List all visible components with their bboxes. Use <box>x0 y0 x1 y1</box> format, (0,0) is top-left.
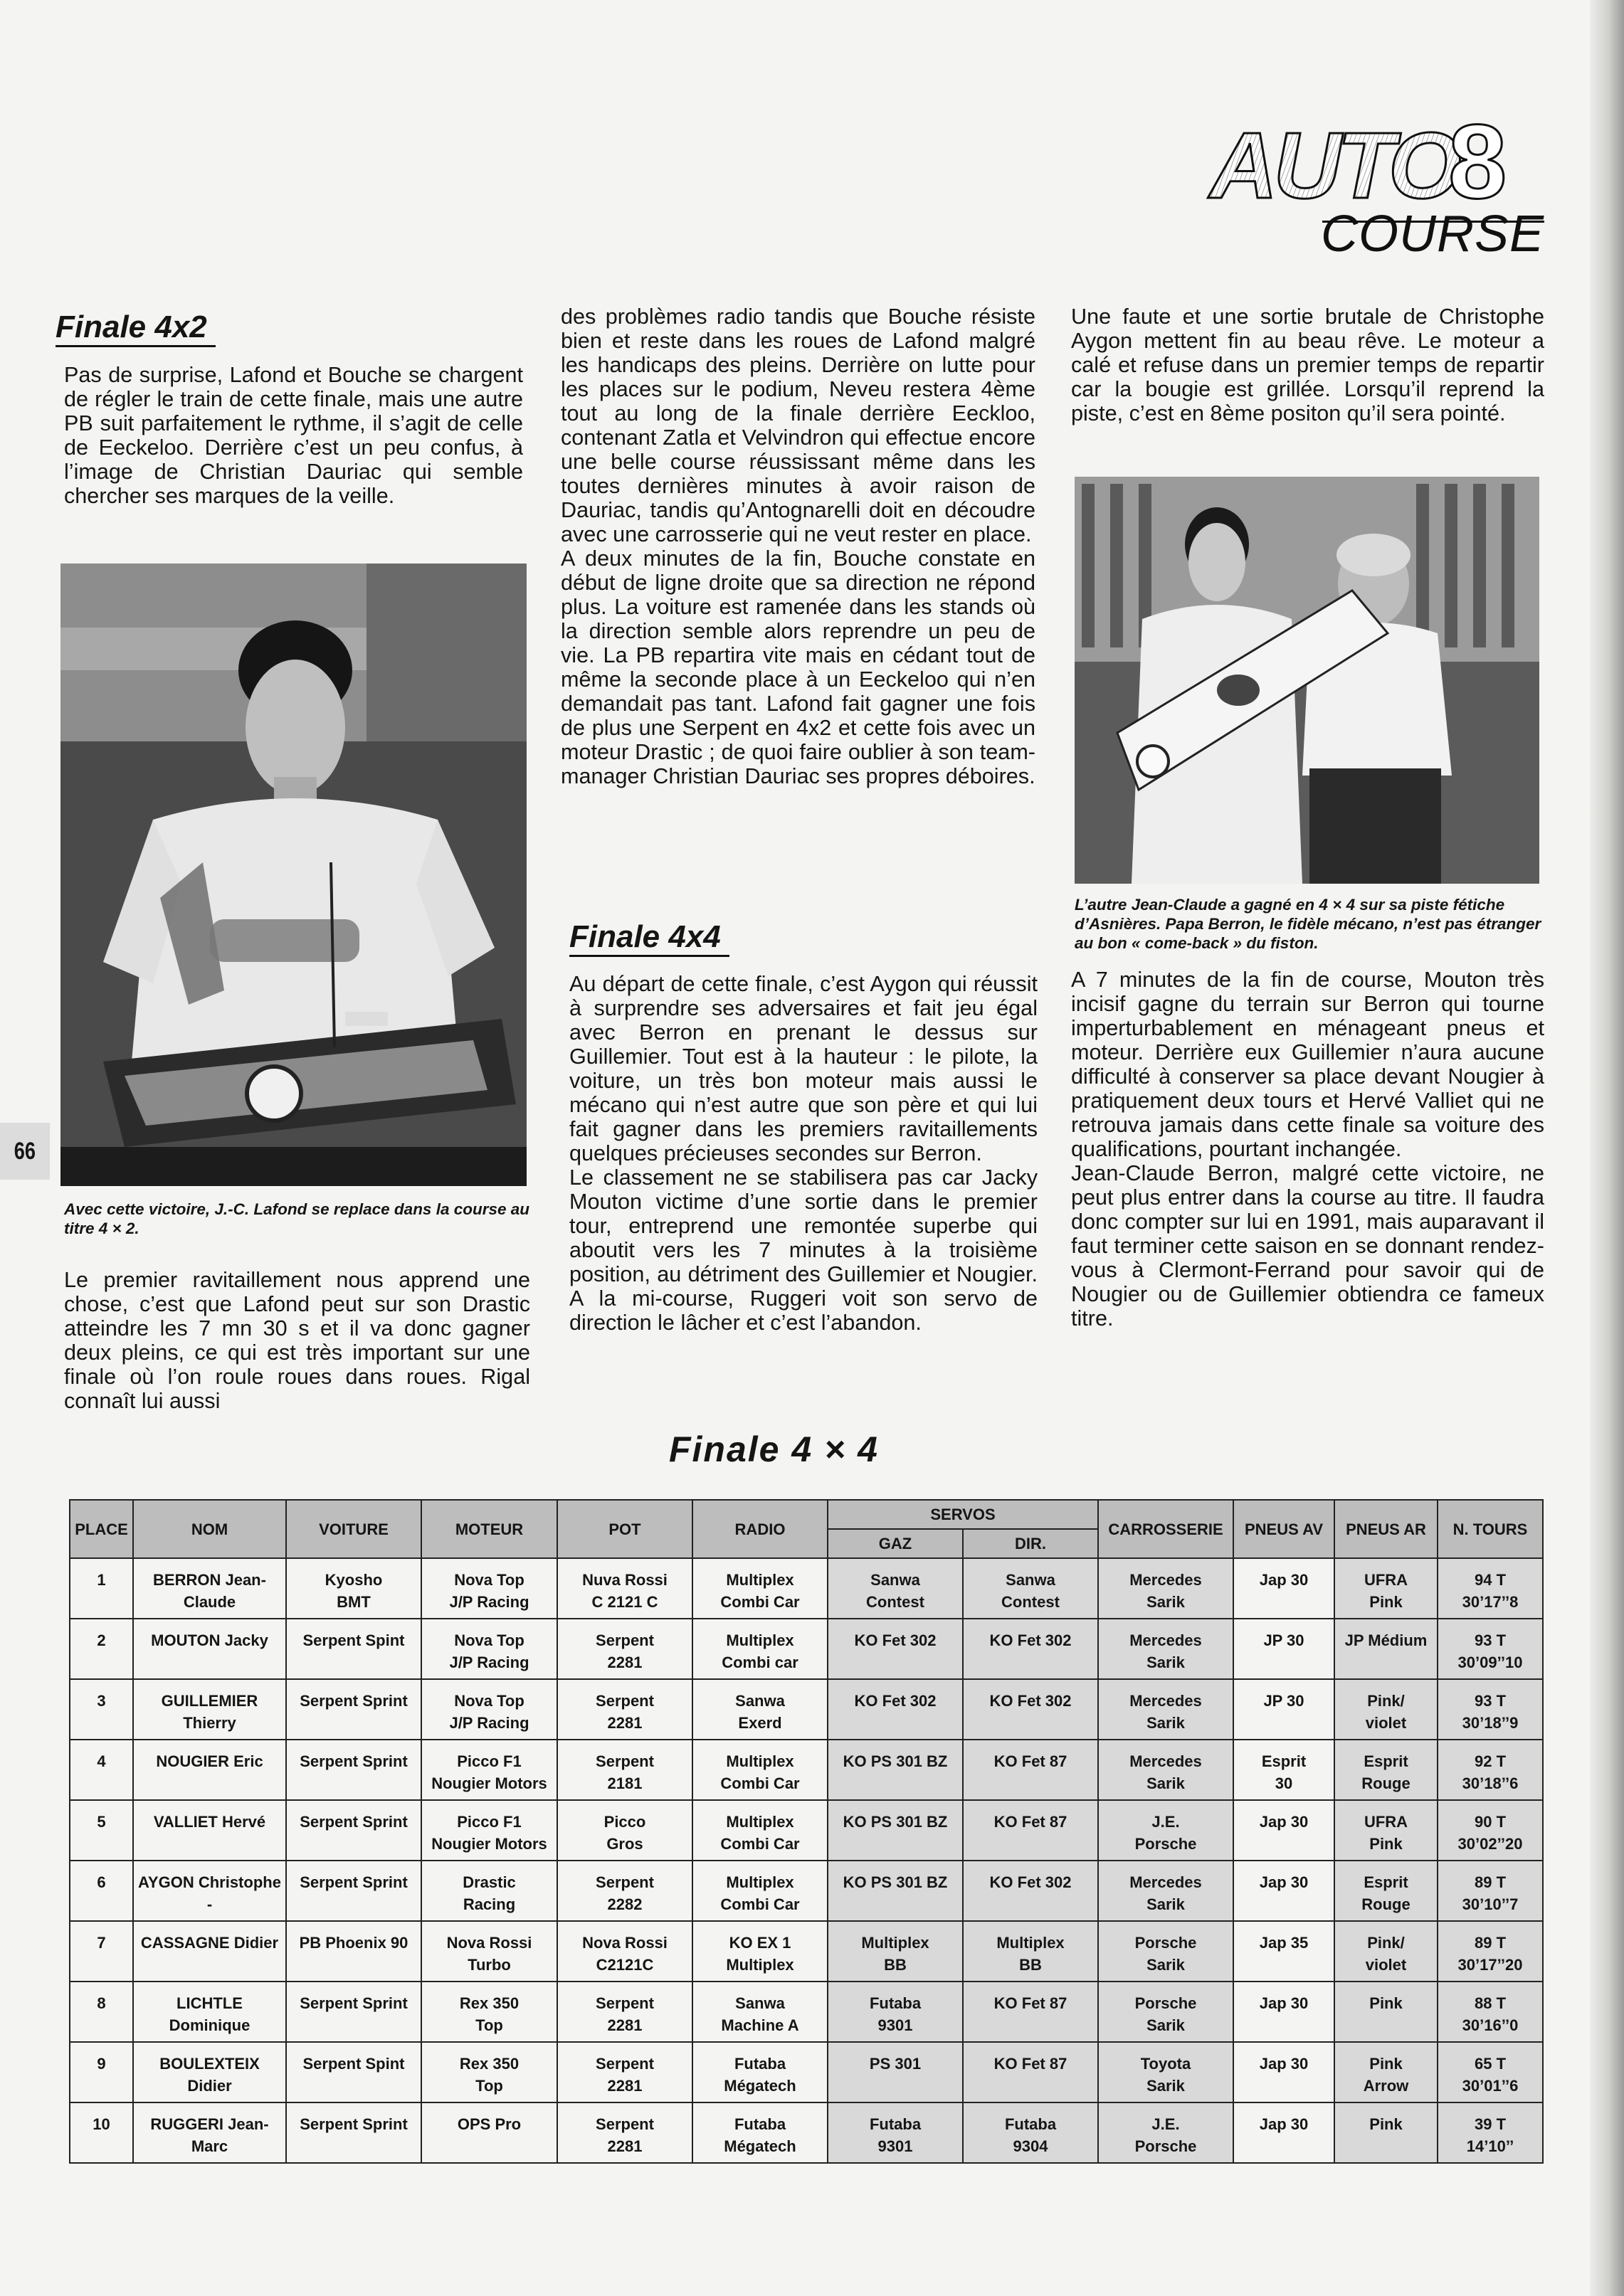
header-nom: NOM <box>133 1500 286 1558</box>
cell-text: KO Fet 302 <box>854 1692 937 1710</box>
cell-text: Multiplex Combi Car <box>720 1873 800 1913</box>
cell-gaz <box>828 2042 963 2102</box>
cell-text: Multiplex BB <box>996 1934 1065 1974</box>
cell-text: 1 <box>97 1571 106 1589</box>
cell-text: 93 T 30’09’’10 <box>1457 1631 1523 1671</box>
cell-pneus-ar <box>1334 1619 1438 1679</box>
cell-voiture <box>286 1558 421 1619</box>
page-scan-edge <box>1590 0 1624 2296</box>
cell-nom <box>133 2042 286 2102</box>
cell-text: Jap 30 <box>1259 1813 1309 1831</box>
table-row <box>70 1679 1543 1740</box>
cell-moteur <box>421 1982 557 2042</box>
cell-voiture <box>286 2042 421 2102</box>
cell-place <box>70 1800 133 1861</box>
cell-pot <box>557 1740 692 1800</box>
cell-pneus-ar <box>1334 1740 1438 1800</box>
cell-text: Nova Top J/P Racing <box>449 1692 529 1732</box>
cell-tours <box>1438 2042 1543 2102</box>
cell-carrosserie <box>1098 1619 1233 1679</box>
cell-text: NOUGIER Eric <box>156 1752 263 1770</box>
cell-text: Porsche Sarik <box>1134 1934 1197 1974</box>
cell-moteur <box>421 1679 557 1740</box>
cell-text: Nova Top J/P Racing <box>449 1571 529 1611</box>
cell-voiture <box>286 2102 421 2163</box>
cell-text: Multiplex Combi Car <box>720 1752 800 1792</box>
cell-text: Futaba 9304 <box>1004 2115 1057 2155</box>
cell-text: Nova Top J/P Racing <box>449 1631 529 1671</box>
header-pneus-av: PNEUS AV <box>1233 1500 1334 1558</box>
logo-number: 8 <box>1448 107 1507 221</box>
cell-text: 2 <box>97 1631 106 1649</box>
cell-pneus-ar <box>1334 2042 1438 2102</box>
cell-dir <box>963 2102 1098 2163</box>
cell-text: KO Fet 302 <box>989 1631 1072 1649</box>
cell-text: Serpent Sprint <box>300 1692 408 1710</box>
cell-tours <box>1438 1619 1543 1679</box>
cell-dir <box>963 1558 1098 1619</box>
cell-text: Nuva Rossi C 2121 C <box>582 1571 668 1611</box>
table-header-row <box>70 1500 1543 1529</box>
cell-radio <box>692 1800 828 1861</box>
cell-text: Mercedes Sarik <box>1129 1571 1202 1611</box>
cell-carrosserie <box>1098 1861 1233 1921</box>
cell-text: 93 T 30’18’’9 <box>1462 1692 1519 1732</box>
cell-pot <box>557 1679 692 1740</box>
header-dir: DIR. <box>963 1529 1098 1558</box>
cell-radio <box>692 2042 828 2102</box>
cell-pneus-av <box>1233 1921 1334 1982</box>
cell-carrosserie <box>1098 2102 1233 2163</box>
cell-text: 5 <box>97 1813 106 1831</box>
cell-gaz <box>828 1800 963 1861</box>
cell-text: Serpent Sprint <box>300 1994 408 2012</box>
cell-dir <box>963 1861 1098 1921</box>
cell-voiture <box>286 1740 421 1800</box>
cell-text: Serpent Sprint <box>300 2115 408 2133</box>
cell-text: KO Fet 302 <box>854 1631 937 1649</box>
cell-dir <box>963 1679 1098 1740</box>
cell-voiture <box>286 1679 421 1740</box>
cell-text: CASSAGNE Didier <box>140 1934 279 1952</box>
cell-text: Jap 35 <box>1259 1934 1309 1952</box>
cell-place <box>70 1921 133 1982</box>
header-tours: N. TOURS <box>1438 1500 1543 1558</box>
cell-pot <box>557 1861 692 1921</box>
cell-gaz <box>828 2102 963 2163</box>
cell-text: Porsche Sarik <box>1134 1994 1197 2034</box>
cell-text: Pink <box>1369 1994 1403 2012</box>
header-pot: POT <box>557 1500 692 1558</box>
article-col1-top <box>64 363 523 508</box>
cell-pot <box>557 1558 692 1619</box>
cell-radio <box>692 1679 828 1740</box>
cell-dir <box>963 1800 1098 1861</box>
cell-text: Pink/ violet <box>1365 1934 1407 1974</box>
cell-moteur <box>421 1861 557 1921</box>
cell-tours <box>1438 1800 1543 1861</box>
paragraph: Une faute et une sortie brutale de Christophe Aygon mettent fin au beau rêve. Le moteur a calé et refuse dans un premier temps de repartir car la bougie est grillée. Lorsqu’il reprend la piste, c’est en 8ème positon qu’il sera pointé. <box>1071 305 1544 425</box>
cell-moteur <box>421 2102 557 2163</box>
cell-pneus-ar <box>1334 1679 1438 1740</box>
cell-text: Picco F1 Nougier Motors <box>431 1752 547 1792</box>
cell-text: 89 T 30’10’’7 <box>1462 1873 1519 1913</box>
cell-carrosserie <box>1098 1982 1233 2042</box>
table-row <box>70 1861 1543 1921</box>
cell-pneus-ar <box>1334 1800 1438 1861</box>
paragraph: Pas de surprise, Lafond et Bouche se chargent de régler le train de cette finale, mais une autre PB suit parfaitement le rythme, il s’agit de celle de Eeckeloo. Derrière c’est un peu confus, à l’image de Christian Dauriac qui semble chercher ses marques de la veille. <box>64 363 523 508</box>
table-row <box>70 2102 1543 2163</box>
table-row <box>70 1619 1543 1679</box>
cell-nom <box>133 1861 286 1921</box>
cell-text: VALLIET Hervé <box>153 1813 266 1831</box>
cell-text: Futaba 9301 <box>869 1994 922 2034</box>
cell-moteur <box>421 1800 557 1861</box>
cell-text: Pink <box>1369 2115 1403 2133</box>
cell-text: JP Médium <box>1344 1631 1428 1649</box>
page-number-tab <box>0 1123 50 1180</box>
photo-lafond <box>60 564 527 1186</box>
cell-text: 10 <box>93 2115 110 2133</box>
cell-pneus-av <box>1233 1800 1334 1861</box>
cell-voiture <box>286 1861 421 1921</box>
cell-pot <box>557 1982 692 2042</box>
cell-text: AYGON Christophe - <box>138 1873 281 1913</box>
photo-caption-lafond: Avec cette victoire, J.-C. Lafond se replace dans la course au titre 4 × 2. <box>64 1200 530 1237</box>
cell-text: OPS Pro <box>457 2115 522 2133</box>
cell-text: Serpent Sprint <box>300 1813 408 1831</box>
cell-nom <box>133 1740 286 1800</box>
cell-text: Rex 350 Top <box>459 1994 520 2034</box>
cell-gaz <box>828 1558 963 1619</box>
cell-text: Multiplex BB <box>861 1934 929 1974</box>
cell-dir <box>963 1619 1098 1679</box>
cell-radio <box>692 1558 828 1619</box>
cell-text: UFRA Pink <box>1364 1813 1408 1853</box>
cell-text: JP 30 <box>1263 1631 1304 1649</box>
header-carrosserie: CARROSSERIE <box>1098 1500 1233 1558</box>
cell-pneus-av <box>1233 2102 1334 2163</box>
cell-text: Jap 30 <box>1259 1994 1309 2012</box>
cell-pneus-av <box>1233 1740 1334 1800</box>
cell-text: Pink/ violet <box>1365 1692 1407 1732</box>
cell-text: 65 T 30’01’’6 <box>1462 2055 1519 2095</box>
cell-place <box>70 1861 133 1921</box>
cell-text: Mercedes Sarik <box>1129 1752 1202 1792</box>
cell-text: Sanwa Exerd <box>735 1692 785 1732</box>
cell-text: Kyosho BMT <box>325 1571 383 1611</box>
cell-text: Serpent Spint <box>302 2055 405 2073</box>
cell-pneus-ar <box>1334 2102 1438 2163</box>
photo-caption-berron: L’autre Jean-Claude a gagné en 4 × 4 sur sa piste fétiche d’Asnières. Papa Berron, le fidèle mécano, n’est pas étranger au bon « come-back » du fiston. <box>1075 896 1541 952</box>
cell-pneus-ar <box>1334 1921 1438 1982</box>
cell-carrosserie <box>1098 2042 1233 2102</box>
article-col2-bottom <box>569 972 1038 1335</box>
results-table <box>69 1499 1544 2164</box>
cell-tours <box>1438 1861 1543 1921</box>
cell-pot <box>557 1921 692 1982</box>
cell-pot <box>557 1619 692 1679</box>
header-moteur: MOTEUR <box>421 1500 557 1558</box>
cell-text: Futaba Mégatech <box>724 2055 796 2095</box>
cell-radio <box>692 1740 828 1800</box>
cell-tours <box>1438 1921 1543 1982</box>
cell-moteur <box>421 1921 557 1982</box>
cell-place <box>70 1740 133 1800</box>
paragraph: Au départ de cette finale, c’est Aygon qui réussit à surprendre ses adversaires et fait jeu égal avec Berron en prenant le dessus sur Guillemier. Tout est à la hauteur : le pilote, la voiture, un très bon moteur mais aussi le mécano qui n’est autre que son père et qui lui fait gagner dans les premiers ravitaillements quelques précieuses secondes sur Berron. <box>569 972 1038 1165</box>
cell-text: Serpent 2181 <box>596 1752 654 1792</box>
cell-text: 39 T 14’10’’ <box>1466 2115 1514 2155</box>
cell-text: Jap 30 <box>1259 2115 1309 2133</box>
cell-text: KO EX 1 Multiplex <box>726 1934 794 1974</box>
cell-text: 4 <box>97 1752 106 1770</box>
cell-text: KO Fet 302 <box>989 1692 1072 1710</box>
cell-text: BOULEXTEIX Didier <box>159 2055 260 2095</box>
table-row <box>70 1740 1543 1800</box>
cell-tours <box>1438 1679 1543 1740</box>
cell-carrosserie <box>1098 1679 1233 1740</box>
paragraph: des problèmes radio tandis que Bouche résiste bien et reste dans les roues de Lafond malgré les handicaps des pleins. Derrière on lutte pour les places sur le podium, Neveu restera 4ème tout au long de la finale derrière Eeckloo, contenant Zatla et Velvindron qui effectue encore une belle course réussissant même dans les toutes dernières minutes à avoir raison de Dauriac, tandis qu’Antognarelli doit en découdre avec une carrosserie qui ne veut rester en place. <box>561 305 1035 546</box>
cell-moteur <box>421 2042 557 2102</box>
cell-radio <box>692 1921 828 1982</box>
cell-text: Pink Arrow <box>1363 2055 1409 2095</box>
cell-text: KO PS 301 BZ <box>843 1873 948 1891</box>
paragraph: Le premier ravitaillement nous apprend une chose, c’est que Lafond peut sur son Drastic atteindre les 7 mn 30 s et il va donc gagner deux pleins, ce qui est très important sur une finale où l’on roule roues dans roues. Rigal connaît lui aussi <box>64 1268 530 1413</box>
article-col2-top <box>561 305 1035 788</box>
cell-pneus-ar <box>1334 1982 1438 2042</box>
table-row <box>70 1982 1543 2042</box>
cell-place <box>70 2042 133 2102</box>
cell-text: RUGGERI Jean- Marc <box>150 2115 269 2155</box>
cell-text: Esprit Rouge <box>1361 1752 1411 1792</box>
cell-text: Serpent Sprint <box>300 1873 408 1891</box>
cell-text: Sanwa Contest <box>866 1571 924 1611</box>
heading-text: Finale 4x2 <box>56 310 216 347</box>
cell-gaz <box>828 1861 963 1921</box>
article-col3-top <box>1071 305 1544 425</box>
heading-finale-4x2 <box>56 310 216 347</box>
table-row <box>70 1558 1543 1619</box>
table-row <box>70 2042 1543 2102</box>
cell-text: KO Fet 302 <box>989 1873 1072 1891</box>
cell-pneus-av <box>1233 1679 1334 1740</box>
cell-text: Serpent 2282 <box>596 1873 654 1913</box>
section-name: COURSE <box>1320 206 1544 263</box>
header-place: PLACE <box>70 1500 133 1558</box>
cell-text: PB Phoenix 90 <box>299 1934 408 1952</box>
cell-pot <box>557 2102 692 2163</box>
cell-place <box>70 1982 133 2042</box>
cell-text: Multiplex Combi Car <box>720 1813 800 1853</box>
header-gaz: GAZ <box>828 1529 963 1558</box>
cell-pneus-av <box>1233 1982 1334 2042</box>
cell-pneus-av <box>1233 1558 1334 1619</box>
cell-text: PS 301 <box>869 2055 922 2073</box>
paragraph: A 7 minutes de la fin de course, Mouton très incisif gagne du terrain sur Berron qui tourne imperturbablement en ménageant pneus et moteur. Derrière eux Guillemier n’aura aucune difficulté à conserver sa place devant Nougier à pratiquement deux tours et Hervé Valliet qui ne retrouva jamais dans cette finale sa voiture des qualifications, pourtant inchangée. <box>1071 968 1544 1161</box>
cell-text: 8 <box>97 1994 106 2012</box>
cell-text: Multiplex Combi car <box>722 1631 798 1671</box>
cell-pneus-ar <box>1334 1861 1438 1921</box>
cell-text: Esprit Rouge <box>1361 1873 1411 1913</box>
cell-nom <box>133 1619 286 1679</box>
cell-text: Picco Gros <box>603 1813 646 1853</box>
cell-pneus-av <box>1233 2042 1334 2102</box>
cell-text: Futaba 9301 <box>869 2115 922 2155</box>
cell-text: Sanwa Machine A <box>721 1994 799 2034</box>
cell-text: Mercedes Sarik <box>1129 1873 1202 1913</box>
header-voiture: VOITURE <box>286 1500 421 1558</box>
cell-text: Toyota Sarik <box>1140 2055 1191 2095</box>
cell-text: LICHTLE Dominique <box>169 1994 251 2034</box>
cell-text: Serpent Sprint <box>300 1752 408 1770</box>
cell-moteur <box>421 1558 557 1619</box>
cell-dir <box>963 2042 1098 2102</box>
cell-text: 6 <box>97 1873 106 1891</box>
cell-text: JP 30 <box>1263 1692 1304 1710</box>
cell-text: 90 T 30’02’’20 <box>1457 1813 1523 1853</box>
cell-place <box>70 2102 133 2163</box>
heading-finale-4x4 <box>569 919 729 957</box>
cell-text: Multiplex Combi Car <box>720 1571 800 1611</box>
cell-nom <box>133 2102 286 2163</box>
cell-text: Serpent Spint <box>302 1631 405 1649</box>
cell-radio <box>692 1861 828 1921</box>
cell-gaz <box>828 1619 963 1679</box>
cell-tours <box>1438 1982 1543 2042</box>
cell-gaz <box>828 1740 963 1800</box>
cell-gaz <box>828 1982 963 2042</box>
cell-carrosserie <box>1098 1558 1233 1619</box>
cell-text: Serpent 2281 <box>596 1994 654 2034</box>
cell-text: J.E. Porsche <box>1134 2115 1197 2155</box>
cell-text: Nova Rossi C2121C <box>582 1934 668 1974</box>
cell-pneus-av <box>1233 1861 1334 1921</box>
cell-text: Mercedes Sarik <box>1129 1631 1202 1671</box>
cell-text: KO PS 301 BZ <box>843 1813 948 1831</box>
cell-text: Rex 350 Top <box>459 2055 520 2095</box>
paragraph: Le classement ne se stabilisera pas car Jacky Mouton victime d’une sortie dans le premier tour, entreprend une remontée superbe qui aboutit vers les 7 minutes à la troisième position, au détriment des Guillemier et Nougier. A la mi-course, Ruggeri voit son servo de direction le lâcher et c’est l’abandon. <box>569 1165 1038 1335</box>
masthead <box>1203 107 1544 263</box>
cell-text: 88 T 30’16’’0 <box>1462 1994 1519 2034</box>
cell-nom <box>133 1982 286 2042</box>
cell-radio <box>692 1982 828 2042</box>
cell-nom <box>133 1679 286 1740</box>
cell-text: Futaba Mégatech <box>724 2115 796 2155</box>
cell-text: Nova Rossi Turbo <box>446 1934 532 1974</box>
cell-text: 89 T 30’17’’20 <box>1457 1934 1523 1974</box>
heading-text: Finale 4x4 <box>569 919 729 957</box>
cell-nom <box>133 1558 286 1619</box>
cell-text: KO Fet 87 <box>993 1813 1067 1831</box>
cell-carrosserie <box>1098 1921 1233 1982</box>
cell-text: Serpent 2281 <box>596 2055 654 2095</box>
cell-text: Mercedes Sarik <box>1129 1692 1202 1732</box>
auto8-logo <box>1203 107 1544 221</box>
cell-text: Sanwa Contest <box>1001 1571 1060 1611</box>
cell-text: KO Fet 87 <box>993 1994 1067 2012</box>
cell-text: Serpent 2281 <box>596 2115 654 2155</box>
cell-place <box>70 1619 133 1679</box>
cell-radio <box>692 2102 828 2163</box>
cell-text: 9 <box>97 2055 106 2073</box>
cell-gaz <box>828 1921 963 1982</box>
cell-place <box>70 1558 133 1619</box>
paragraph: A deux minutes de la fin, Bouche constate en début de ligne droite que sa direction ne répond plus. La voiture est ramenée dans les stands où la direction semble alors reprendre un peu de vie. La PB repartira vite mais en cédant tout de même la seconde place à un Eeckeloo qui n’en demandait pas tant. Lafond fait gagner une fois de plus une Serpent en 4x2 et cette fois avec un moteur Drastic ; de quoi faire oublier à son team-manager Christian Dauriac ses propres déboires. <box>561 546 1035 788</box>
cell-text: Drastic Racing <box>463 1873 516 1913</box>
results-table-title: Finale 4 × 4 <box>669 1429 879 1469</box>
cell-dir <box>963 1982 1098 2042</box>
cell-text: 3 <box>97 1692 106 1710</box>
cell-carrosserie <box>1098 1740 1233 1800</box>
cell-voiture <box>286 1921 421 1982</box>
cell-pot <box>557 2042 692 2102</box>
cell-text: 7 <box>97 1934 106 1952</box>
cell-place <box>70 1679 133 1740</box>
header-radio: RADIO <box>692 1500 828 1558</box>
header-pneus-ar: PNEUS AR <box>1334 1500 1438 1558</box>
cell-text: KO Fet 87 <box>993 2055 1067 2073</box>
cell-text: Serpent 2281 <box>596 1692 654 1732</box>
cell-voiture <box>286 1982 421 2042</box>
cell-tours <box>1438 1558 1543 1619</box>
cell-tours <box>1438 1740 1543 1800</box>
cell-pneus-ar <box>1334 1558 1438 1619</box>
cell-text: GUILLEMIER Thierry <box>161 1692 258 1732</box>
cell-text: BERRON Jean- Claude <box>153 1571 266 1611</box>
cell-text: UFRA Pink <box>1364 1571 1408 1611</box>
cell-pneus-av <box>1233 1619 1334 1679</box>
cell-text: KO PS 301 BZ <box>843 1752 948 1770</box>
cell-moteur <box>421 1740 557 1800</box>
cell-text: J.E. Porsche <box>1134 1813 1197 1853</box>
cell-text: Esprit 30 <box>1261 1752 1307 1792</box>
cell-nom <box>133 1921 286 1982</box>
paragraph: Jean-Claude Berron, malgré cette victoire, ne peut plus entrer dans la course au titre. Il faudra donc compter sur lui en 1991, mais auparavant il faut terminer cette saison en se donnant rendez-vous à Clermont-Ferrand pour savoir qui de Nougier ou de Guillemier obtiendra ce fameux titre. <box>1071 1161 1544 1330</box>
cell-text: Jap 30 <box>1259 2055 1309 2073</box>
cell-dir <box>963 1740 1098 1800</box>
article-col1-bottom <box>64 1268 530 1413</box>
cell-tours <box>1438 2102 1543 2163</box>
cell-text: Jap 30 <box>1259 1873 1309 1891</box>
cell-text: MOUTON Jacky <box>151 1631 268 1649</box>
cell-moteur <box>421 1619 557 1679</box>
cell-text: Serpent 2281 <box>596 1631 654 1671</box>
cell-text: 94 T 30’17’’8 <box>1462 1571 1519 1611</box>
cell-text: Picco F1 Nougier Motors <box>431 1813 547 1853</box>
logo-lettering: AUTO <box>1210 113 1457 218</box>
cell-nom <box>133 1800 286 1861</box>
cell-text: Jap 30 <box>1259 1571 1309 1589</box>
table-row <box>70 1800 1543 1861</box>
cell-text: 92 T 30’18’’6 <box>1462 1752 1519 1792</box>
header-servos: SERVOS <box>828 1500 1098 1529</box>
cell-carrosserie <box>1098 1800 1233 1861</box>
cell-gaz <box>828 1679 963 1740</box>
cell-text: KO Fet 87 <box>993 1752 1067 1770</box>
photo-berron <box>1075 477 1539 884</box>
cell-voiture <box>286 1800 421 1861</box>
cell-dir <box>963 1921 1098 1982</box>
cell-voiture <box>286 1619 421 1679</box>
table-row <box>70 1921 1543 1982</box>
cell-pot <box>557 1800 692 1861</box>
cell-radio <box>692 1619 828 1679</box>
article-col3-bottom <box>1071 968 1544 1330</box>
page-number: 66 <box>14 1137 36 1165</box>
